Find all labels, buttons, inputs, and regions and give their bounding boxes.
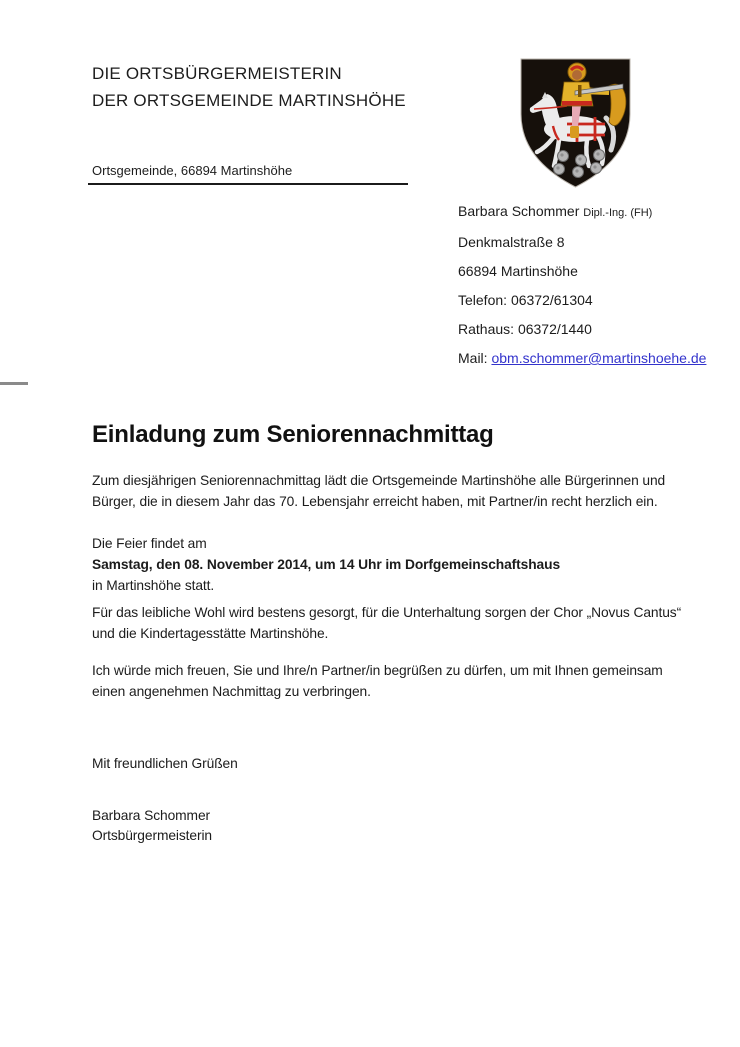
- paragraph-event-date: [92, 533, 560, 596]
- rathaus-number: 06372/1440: [517, 321, 592, 337]
- paragraph-invitation: [92, 470, 665, 512]
- phone-label: Telefon:: [458, 292, 508, 308]
- signature-name: Barbara Schommer: [92, 808, 211, 823]
- paragraph-line: Bürger, die in diesem Jahr das 70. Lebensjahr erreicht haben, mit Partner/in recht herzlich ein.: [92, 494, 658, 509]
- contact-rathaus-line: [458, 315, 706, 344]
- mail-label: Mail:: [458, 350, 488, 366]
- signature-role: Ortsbürgermeisterin: [92, 828, 213, 843]
- letterhead-line2: DER ORTSGEMEINDE MARTINSHÖHE: [92, 91, 406, 110]
- event-date-bold-line: Samstag, den 08. November 2014, um 14 Uhr im Dorfgemeinschaftshaus: [92, 557, 561, 572]
- sender-text: Ortsgemeinde, 66894 Martinshöhe: [92, 163, 293, 178]
- contact-phone-line: [458, 286, 706, 315]
- paragraph-line: Die Feier findet am: [92, 536, 207, 551]
- letterhead: [92, 60, 406, 114]
- fold-mark: [0, 382, 28, 385]
- signature-block: [92, 806, 212, 846]
- paragraph-looking-forward: [92, 660, 663, 702]
- paragraph-line: in Martinshöhe statt.: [92, 578, 215, 593]
- contact-name: Barbara Schommer: [458, 203, 580, 219]
- sender-address-line: [88, 163, 408, 185]
- phone-number: 06372/61304: [510, 292, 593, 308]
- contact-name-line: [458, 197, 706, 228]
- letter-title: Einladung zum Seniorennachmittag: [92, 421, 494, 448]
- closing-salutation: Mit freundlichen Grüßen: [92, 756, 238, 771]
- contact-city: 66894 Martinshöhe: [458, 263, 578, 279]
- contact-degree: Dipl.-Ing. (FH): [583, 207, 653, 219]
- rathaus-label: Rathaus:: [458, 321, 515, 337]
- paragraph-entertainment: [92, 602, 681, 644]
- paragraph-line: Ich würde mich freuen, Sie und Ihre/n Partner/in begrüßen zu dürfen, um mit Ihnen gemeinsam: [92, 663, 663, 678]
- letterhead-line1: DIE ORTSBÜRGERMEISTERIN: [92, 64, 342, 83]
- paragraph-line: und die Kindertagesstätte Martinshöhe.: [92, 626, 329, 641]
- paragraph-line: Zum diesjährigen Seniorennachmittag lädt die Ortsgemeinde Martinshöhe alle Bürgerinnen und: [92, 473, 666, 488]
- contact-mail-line: [458, 344, 706, 373]
- contact-block: [458, 197, 706, 373]
- email-link[interactable]: obm.schommer@martinshoehe.de: [491, 350, 707, 366]
- paragraph-line: einen angenehmen Nachmittag zu verbringen.: [92, 684, 371, 699]
- paragraph-line: Für das leibliche Wohl wird bestens gesorgt, für die Unterhaltung sorgen der Chor „Novus Cantus“: [92, 605, 682, 620]
- martinshoehe-coat-of-arms: [517, 56, 634, 190]
- contact-street: Denkmalstraße 8: [458, 234, 565, 250]
